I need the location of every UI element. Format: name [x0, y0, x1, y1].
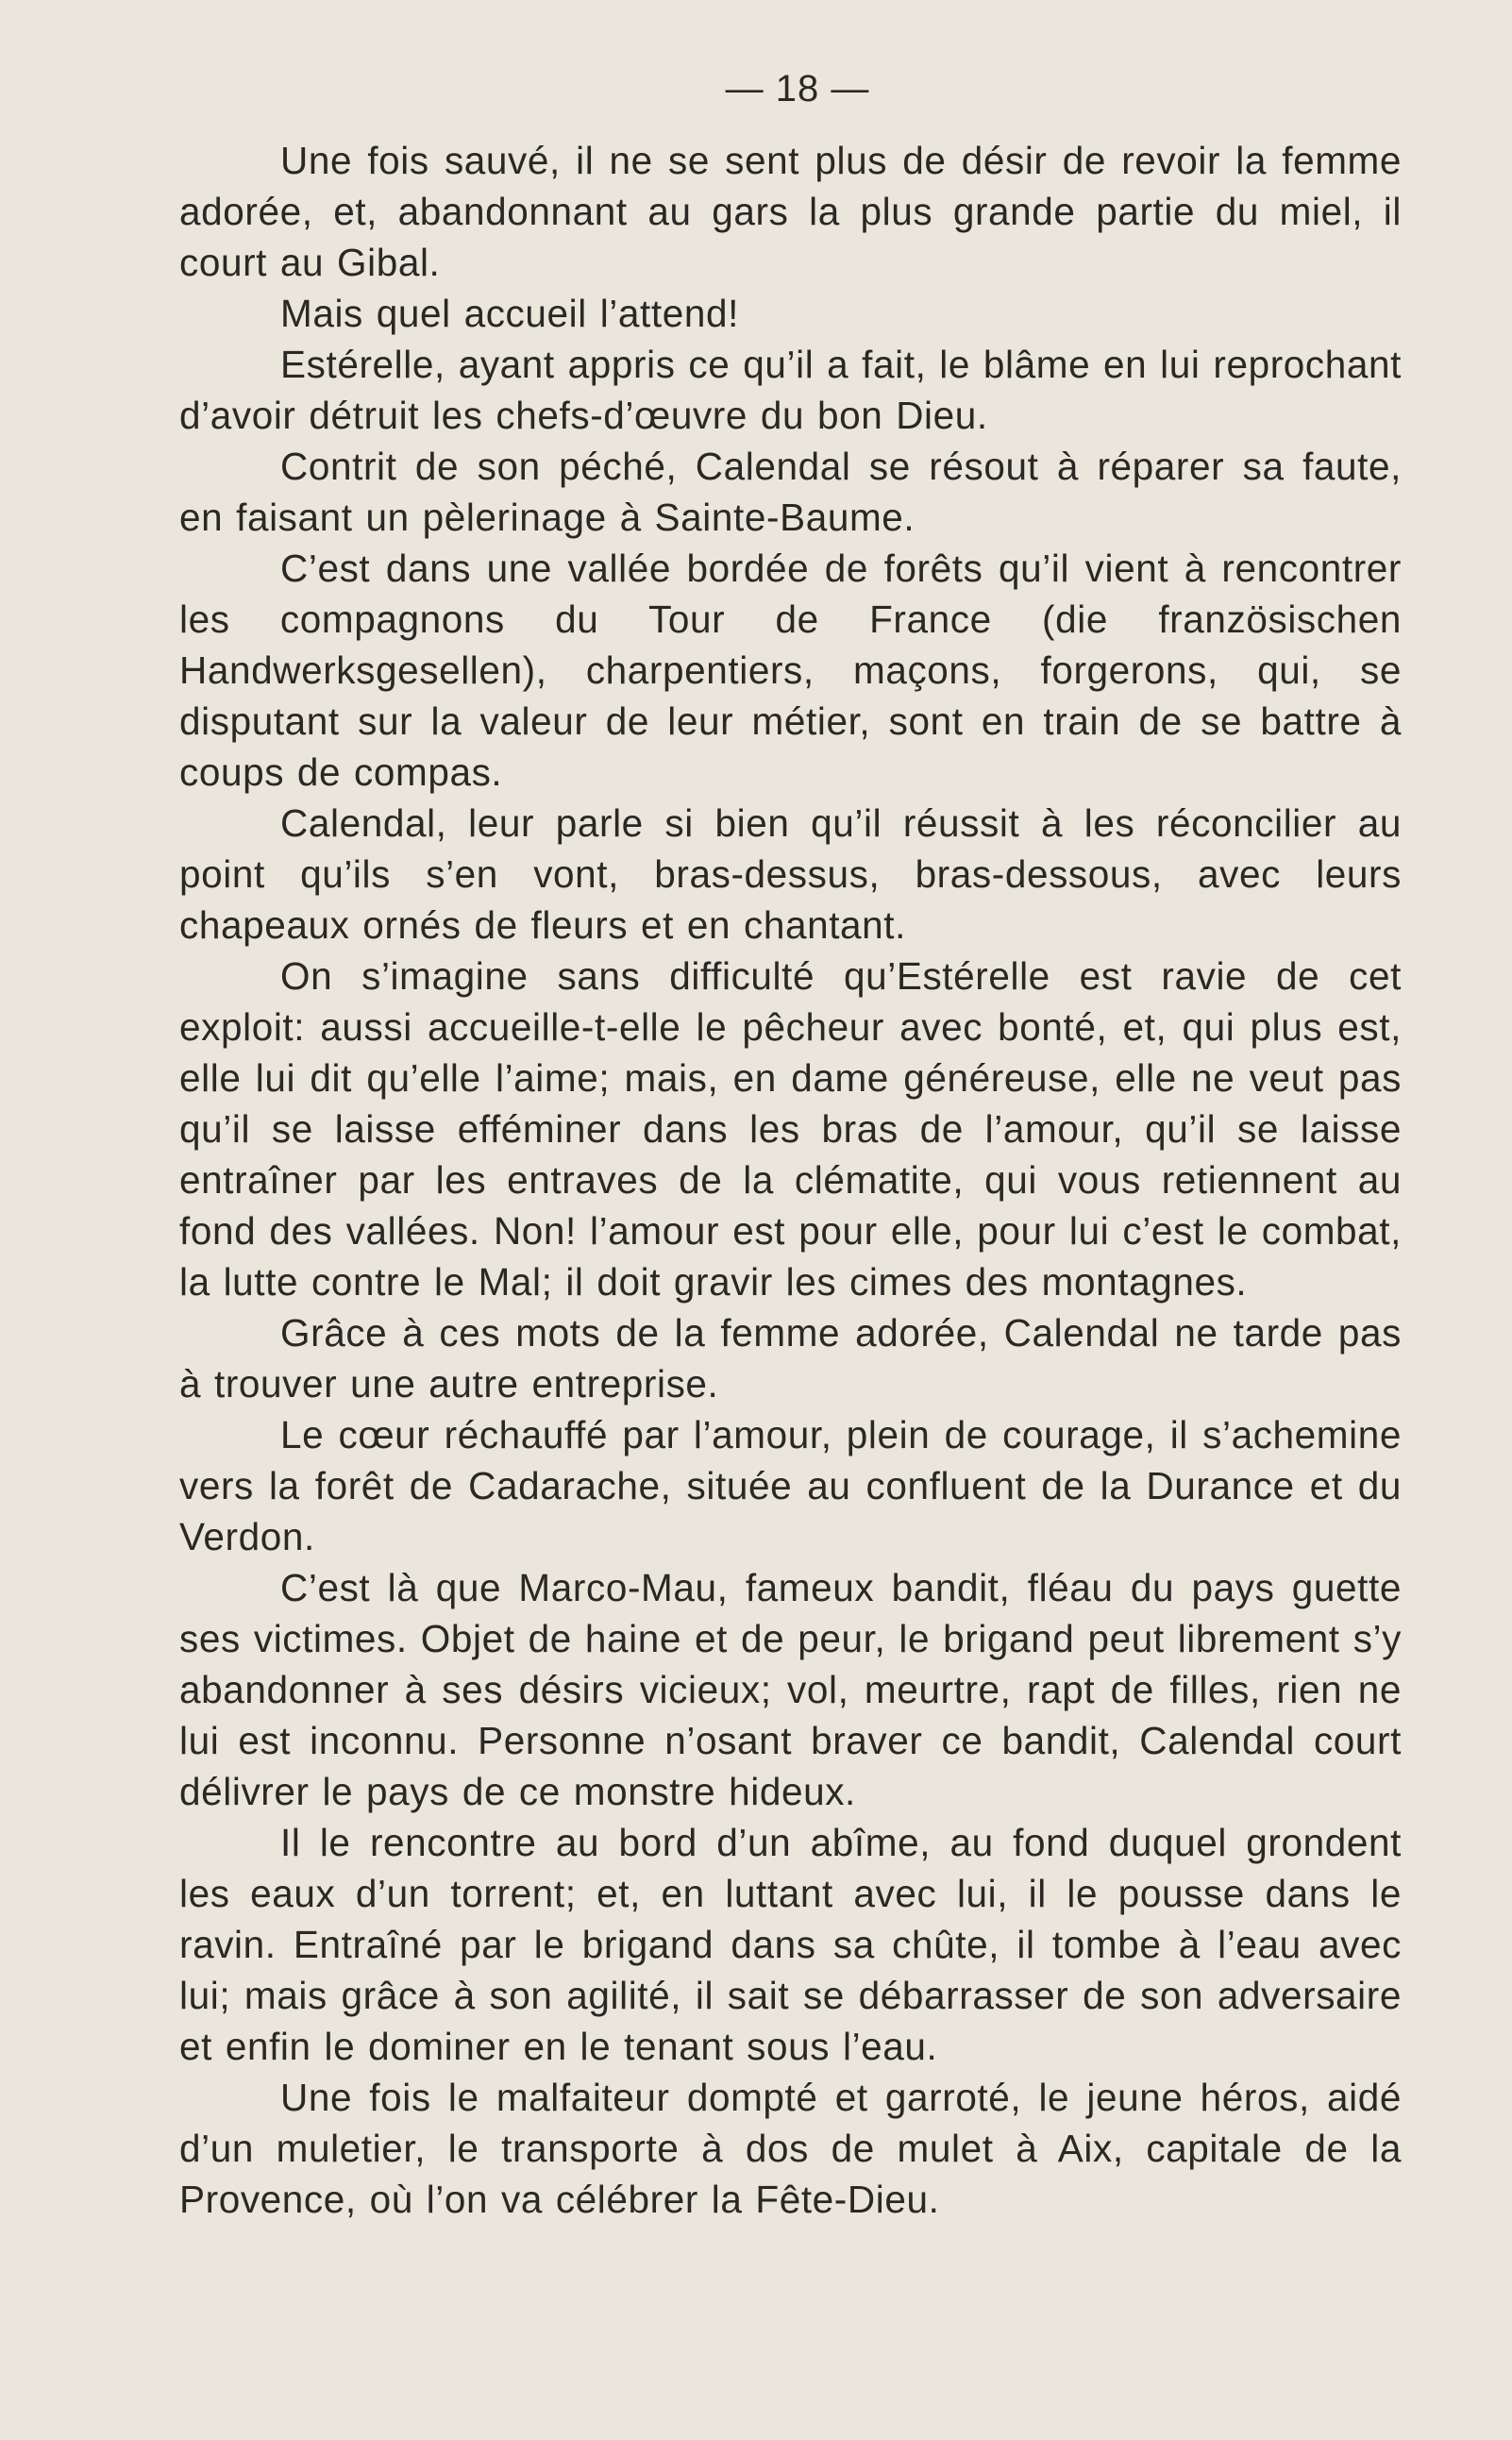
paragraph-2: Mais quel accueil l’attend! — [280, 292, 739, 335]
paragraph-12: Une fois le malfaiteur dompté et garroté, le jeune héros, aidé d’un muletier, le transporte à dos de mulet à Aix, capitale de la Provence, où l’on va célébrer la Fête-Dieu. — [179, 2076, 1402, 2221]
paragraph-7: On s’imagine sans difficulté qu’Estérelle est ravie de cet exploit: aussi accueille-t-elle le pêcheur avec bonté, et, qui plus est, elle lui dit qu’elle l’aime; mais, en dame généreuse, elle ne veut pas qu’il se laisse efféminer dans les bras de l’amour, qu’il se laisse entraîner par les entraves de la clématite, qui vous retiennent au fond des vallées. Non! l’amour est pour elle, pour lui c’est le combat, la lutte contre le Mal; il doit gravir les cimes des montagnes. — [179, 954, 1402, 1304]
paragraph-8: Grâce à ces mots de la femme adorée, Calendal ne tarde pas à trouver une autre entreprise. — [179, 1311, 1402, 1405]
paragraph-5: C’est dans une vallée bordée de forêts qu’il vient à rencontrer les compagnons du Tour de France (die französischen Handwerksgesellen), charpentiers, maçons, forgerons, qui, se disputant sur la valeur de leur métier, sont en train de se battre à coups de compas. — [179, 547, 1402, 794]
paragraph-1: Une fois sauvé, il ne se sent plus de désir de revoir la femme adorée, et, abandonnant au gars la plus grande partie du miel, il court au Gibal. — [179, 139, 1402, 284]
paragraph-9: Le cœur réchauffé par l’amour, plein de courage, il s’achemine vers la forêt de Cadarache, située au confluent de la Durance et du Verdon. — [179, 1413, 1402, 1558]
paragraph-10: C’est là que Marco-Mau, fameux bandit, fléau du pays guette ses victimes. Objet de haine et de peur, le brigand peut librement s’y abandonner à ses désirs vicieux; vol, meurtre, rapt de filles, rien ne lui est inconnu. Personne n’osant braver ce bandit, Calendal court délivrer le pays de ce monstre hideux. — [179, 1566, 1402, 1813]
paragraph-6: Calendal, leur parle si bien qu’il réussit à les réconcilier au point qu’ils s’en vont, bras-dessus, bras-dessous, avec leurs chapeaux ornés de fleurs et en chantant. — [179, 801, 1402, 947]
paragraph-4: Contrit de son péché, Calendal se résout à réparer sa faute, en faisant un pèlerinage à Sainte-Baume. — [179, 445, 1402, 539]
paragraph-3: Estérelle, ayant appris ce qu’il a fait, le blâme en lui reprochant d’avoir détruit les chefs-d’œuvre du bon Dieu. — [179, 343, 1402, 437]
page-body-text — [179, 135, 1402, 2225]
page-number: — 18 — — [725, 68, 870, 109]
paragraph-11: Il le rencontre au bord d’un abîme, au fond duquel grondent les eaux d’un torrent; et, en luttant avec lui, il le pousse dans le ravin. Entraîné par le brigand dans sa chûte, il tombe à l’eau avec lui; mais grâce à son agilité, il sait se débarrasser de son adversaire et enfin le dominer en le tenant sous l’eau. — [179, 1821, 1402, 2068]
